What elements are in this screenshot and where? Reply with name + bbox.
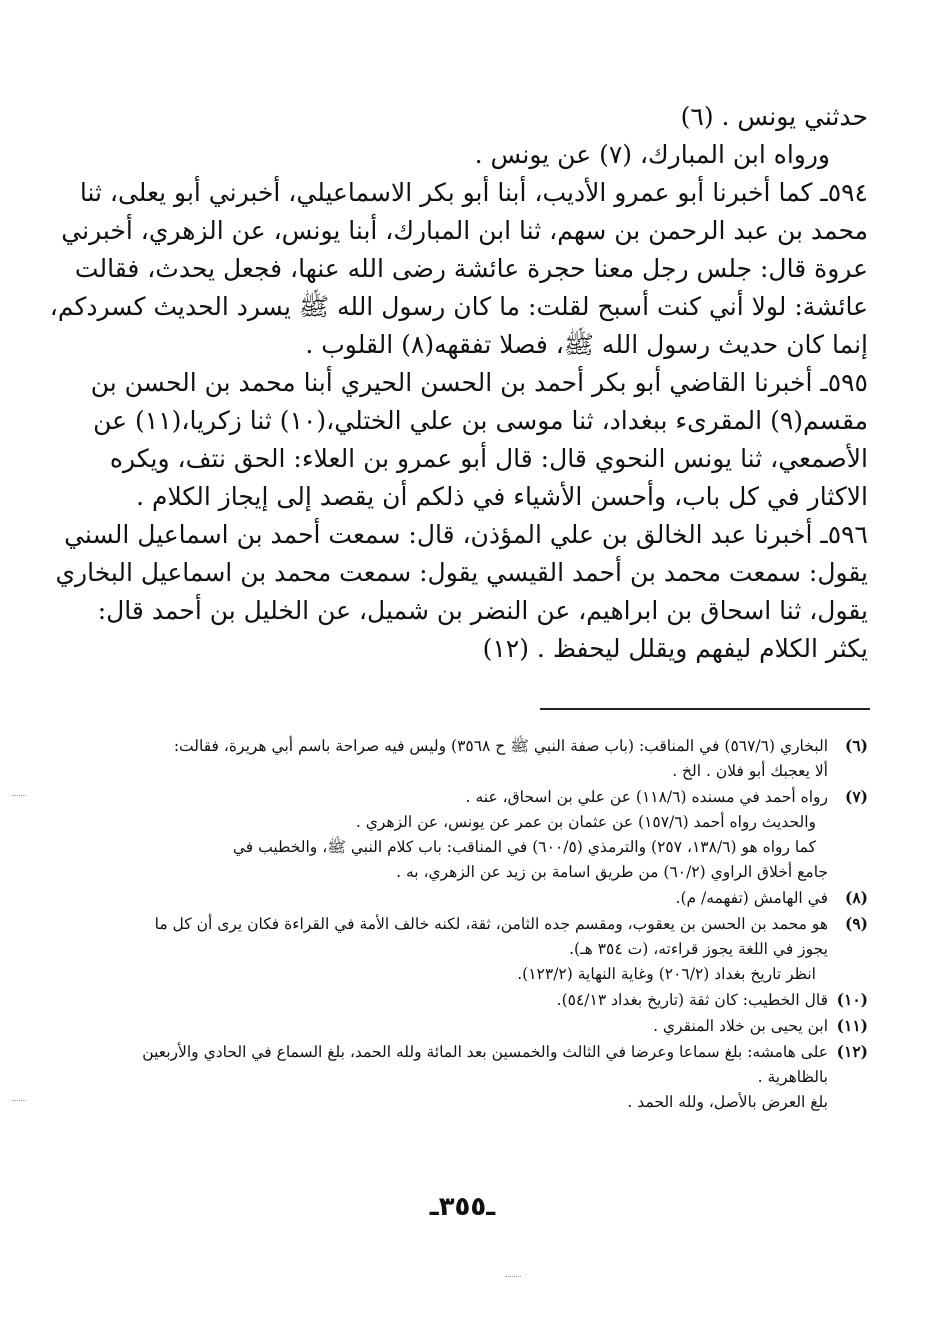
footnote-7 bbox=[158, 784, 868, 810]
footnote-number: (١١) bbox=[836, 1016, 868, 1035]
footnote-separator bbox=[540, 708, 870, 710]
footnote-text: انظر تاريخ بغداد (٢٠٦/٢) وغاية النهاية (١٢٣/٢). bbox=[517, 965, 816, 983]
footnote-text: هو محمد بن الحسن بن يعقوب، ومقسم جده الثامن، ثقة، لكنه خالف الأمة في القراءة فكان يرى أن كل ما bbox=[154, 915, 828, 933]
text-line: الأصمعي، ثنا يونس النحوي قال: قال أبو عمرو بن العلاء: الحق نتف، ويكره bbox=[109, 444, 868, 473]
footnote-text: بالظاهرية . bbox=[757, 1068, 828, 1086]
footnote-number: (٦) bbox=[844, 736, 868, 755]
hadith-596-line: ٥٩٦ـ أخبرنا عبد الخالق بن علي المؤذن، قال: سمعت أحمد بن اسماعيل السني bbox=[64, 520, 868, 549]
scan-mark bbox=[12, 795, 26, 796]
footnote-continuation bbox=[158, 1090, 868, 1115]
footnote-number: (٨) bbox=[844, 888, 868, 907]
footnote-8 bbox=[158, 885, 868, 911]
footnote-continuation bbox=[158, 810, 868, 835]
footnotes bbox=[142, 733, 868, 1115]
footnote-text: ألا يعجبك أبو فلان . الخ . bbox=[672, 762, 828, 780]
page-number: ـ٣٥٥ـ bbox=[429, 1192, 496, 1222]
footnote-12 bbox=[142, 1039, 868, 1065]
text-line: محمد بن عبد الرحمن بن سهم، ثنا ابن المبارك، أبنا يونس، عن الزهري، أخبرني bbox=[61, 216, 868, 245]
main-text bbox=[49, 98, 868, 668]
hadith-595-line: ٥٩٥ـ أخبرنا القاضي أبو بكر أحمد بن الحسن الحيري أبنا محمد بن الحسن بن bbox=[90, 368, 868, 397]
text-line: ورواه ابن المبارك، (٧) عن يونس . bbox=[474, 140, 830, 169]
footnote-9 bbox=[154, 911, 868, 937]
footnote-11 bbox=[158, 1013, 868, 1039]
text-line: عروة قال: جلس رجل معنا حجرة عائشة رضى الله عنها، فجعل يحدث، فقالت bbox=[74, 254, 868, 283]
text-line: الاكثار في كل باب، وأحسن الأشياء في ذلكم أن يقصد إلى إيجاز الكلام . bbox=[136, 482, 868, 511]
text-line: إنما كان حديث رسول الله ﷺ، فصلا تفقهه(٨) القلوب . bbox=[305, 330, 868, 359]
footnote-number: (١٠) bbox=[836, 990, 868, 1009]
footnote-text: بلغ العرض بالأصل، ولله الحمد . bbox=[627, 1093, 828, 1111]
text-line: حدثني يونس . (٦) bbox=[680, 102, 868, 131]
footnote-number: (١٢) bbox=[836, 1042, 868, 1061]
footnote-text: ابن يحيى بن خلاد المنقري . bbox=[653, 1017, 828, 1035]
footnote-number: (٧) bbox=[844, 787, 868, 806]
footnote-text: في الهامش (تفهمه/ م). bbox=[675, 889, 828, 907]
footnote-text: جامع أخلاق الراوي (٦٠/٢) من طريق اسامة بن زيد عن الزهري، به . bbox=[396, 863, 828, 881]
footnote-text: قال الخطيب: كان ثقة (تاريخ بغداد ٥٤/١٣). bbox=[556, 991, 828, 1009]
hadith-594-line: ٥٩٤ـ كما أخبرنا أبو عمرو الأديب، أبنا أبو بكر الاسماعيلي، أخبرني أبو يعلى، ثنا bbox=[79, 178, 868, 207]
scan-mark bbox=[505, 1276, 521, 1277]
text-line: يقول: سمعت محمد بن أحمد القيسي يقول: سمعت محمد بن اسماعيل البخاري bbox=[55, 558, 868, 587]
footnote-continuation bbox=[158, 937, 868, 962]
footnote-continuation bbox=[158, 962, 868, 987]
text-line: يقول، ثنا اسحاق بن ابراهيم، عن النضر بن شميل، عن الخليل بن أحمد قال: bbox=[97, 596, 868, 625]
footnote-text: على هامشه: بلغ سماعا وعرضا في الثالث والخمسين بعد المائة ولله الحمد، بلغ السماع في الحادي والأربعين bbox=[142, 1043, 828, 1061]
text-line: يكثر الكلام ليفهم ويقلل ليحفظ . (١٢) bbox=[482, 634, 868, 663]
footnote-text: البخاري (٥٦٧/٦) في المناقب: (باب صفة النبي ﷺ ح ٣٥٦٨) وليس فيه صراحة باسم أبي هريرة، فقالت: bbox=[173, 737, 828, 755]
footnote-continuation bbox=[158, 759, 868, 784]
footnote-continuation bbox=[158, 1065, 868, 1090]
footnote-number: (٩) bbox=[844, 914, 868, 933]
footnote-continuation bbox=[158, 860, 868, 885]
footnote-text: يجوز في اللغة يجوز قراءته، (ت ٣٥٤ هـ). bbox=[569, 940, 828, 958]
footnote-text: والحديث رواه أحمد (١٥٧/٦) عن عثمان بن عمر عن يونس، عن الزهري . bbox=[355, 813, 816, 831]
footnote-text: كما رواه هو (١٣٨/٦، ٢٥٧) والترمذي (٦٠٠/٥) في المناقب: باب كلام النبي ﷺ، والخطيب في bbox=[232, 838, 816, 856]
footnote-6 bbox=[158, 733, 868, 759]
footnote-continuation bbox=[158, 835, 868, 860]
scan-mark bbox=[12, 1100, 26, 1101]
text-line: عائشة: لولا أني كنت أسبح لقلت: ما كان رسول الله ﷺ يسرد الحديث كسردكم، bbox=[49, 292, 868, 321]
footnote-text: رواه أحمد في مسنده (١١٨/٦) عن علي بن اسحاق، عنه . bbox=[465, 788, 828, 806]
text-line: مقسم(٩) المقرىء ببغداد، ثنا موسى بن علي الختلي،(١٠) ثنا زكريا،(١١) عن bbox=[93, 406, 868, 435]
footnote-10 bbox=[158, 987, 868, 1013]
